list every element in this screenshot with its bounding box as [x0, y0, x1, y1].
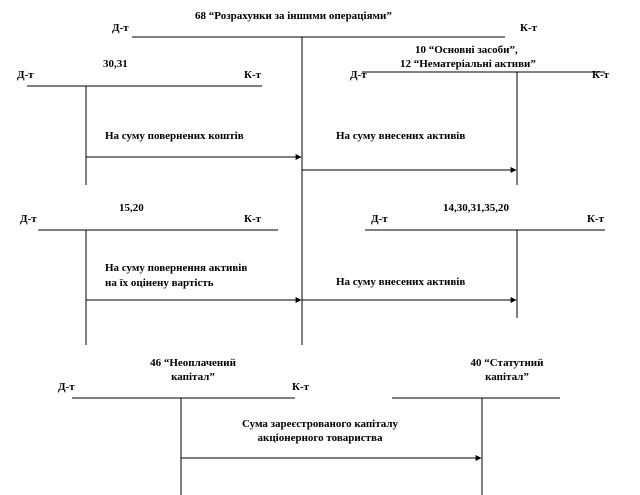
acc1012-entry: На суму внесених активів [336, 130, 466, 142]
accmulti-code: 14,30,31,35,20 [443, 202, 509, 214]
acc1520-debit-label: Д-т [20, 213, 37, 225]
acc68-title: 68 “Розрахунки за іншими операціями” [195, 10, 392, 22]
acc1012-title-line1: 10 “Основні засоби”, [415, 44, 518, 56]
acc68-credit-label: К-т [520, 22, 538, 34]
acc1012-debit-label: Д-т [350, 69, 367, 81]
acc40-title-line1: 40 “Статутний [470, 357, 544, 369]
acc1520-entry-line1: На суму повернення активів [105, 262, 248, 274]
accmulti-debit-label: Д-т [371, 213, 388, 225]
acc40-entry-line2: акціонерного товариства [257, 432, 383, 444]
acc3031-debit-label: Д-т [17, 69, 34, 81]
acc1012-credit-label: К-т [592, 69, 610, 81]
acc40-title-line2: капітал” [485, 371, 529, 383]
acc1520-credit-label: К-т [244, 213, 262, 225]
acc40-entry-line1: Сума зареєстрованого капіталу [241, 418, 399, 430]
acc68-debit-label: Д-т [112, 22, 129, 34]
acc1520-entry-line2: на їх оцінену вартість [105, 277, 214, 289]
acc46-title-line1: 46 “Неоплачений [150, 357, 236, 369]
acc46-debit-label: Д-т [58, 381, 75, 393]
acc3031-entry: На суму повернених коштів [105, 130, 244, 142]
acc1520-code: 15,20 [119, 202, 144, 214]
accmulti-entry: На суму внесених активів [336, 276, 466, 288]
acc1012-title-line2: 12 “Нематеріальні активи” [400, 58, 536, 70]
acc46-credit-label: К-т [292, 381, 310, 393]
accmulti-credit-label: К-т [587, 213, 605, 225]
acc3031-code: 30,31 [103, 58, 128, 70]
acc46-title-line2: капітал” [171, 371, 215, 383]
acc3031-credit-label: К-т [244, 69, 262, 81]
